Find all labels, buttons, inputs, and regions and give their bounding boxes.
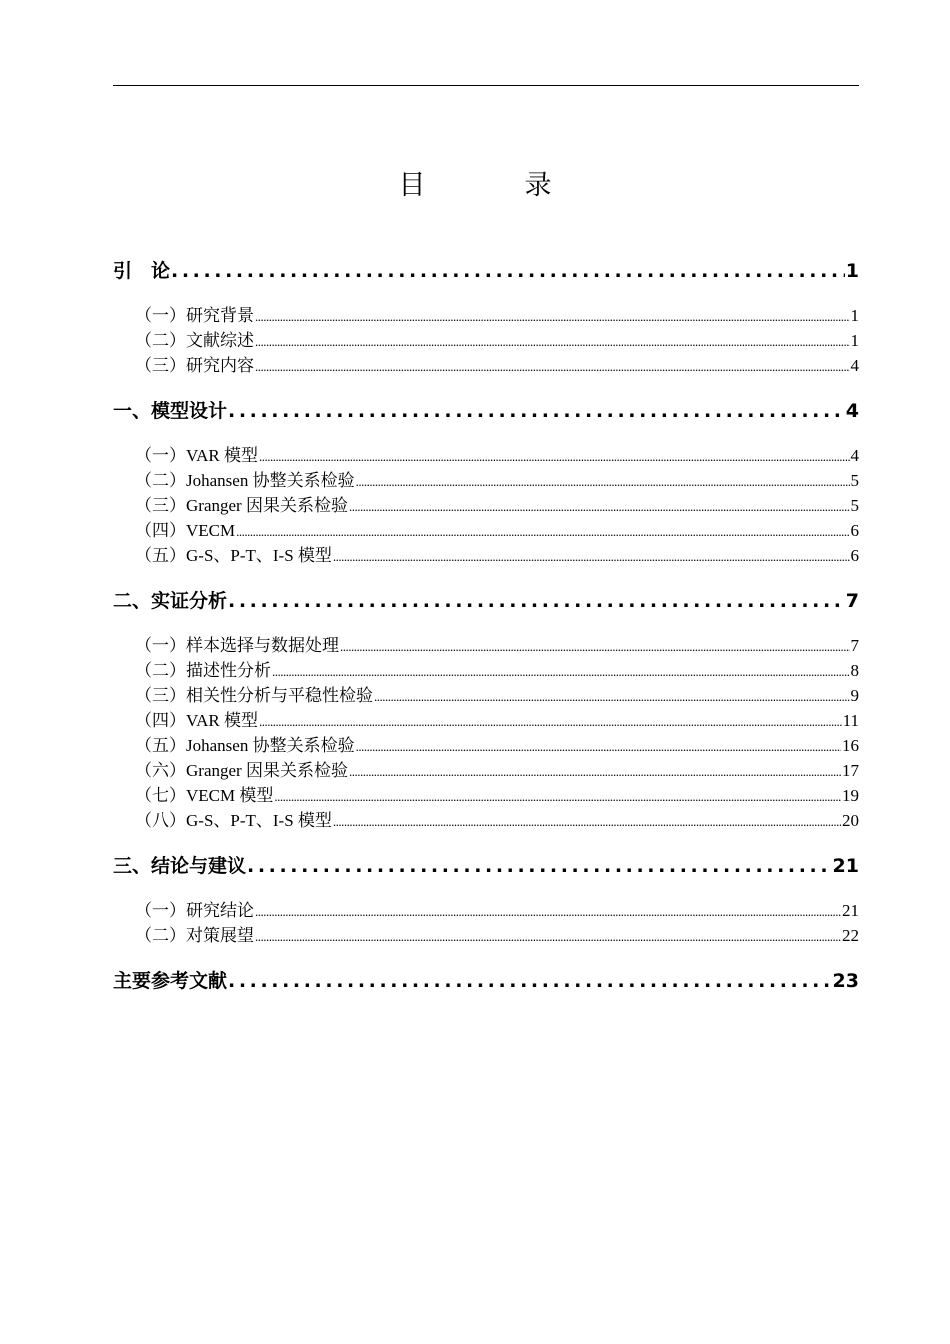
toc-section-entry[interactable] bbox=[113, 353, 859, 378]
dot-leader bbox=[272, 659, 850, 684]
toc-section-label: （八）G-S、P-T、I-S 模型 bbox=[135, 811, 332, 830]
toc-section-entry[interactable] bbox=[113, 808, 859, 833]
dot-leader bbox=[356, 734, 841, 759]
toc-section-entry[interactable] bbox=[113, 328, 859, 353]
toc-section-label: （五）Johansen 协整关系检验 bbox=[135, 736, 355, 755]
dot-leader bbox=[236, 519, 849, 544]
table-of-contents bbox=[113, 256, 859, 996]
page-title: 目 录 bbox=[398, 170, 588, 201]
dot-leader bbox=[171, 256, 845, 286]
dot-leader bbox=[259, 709, 842, 734]
toc-section-page-number: 4 bbox=[850, 356, 859, 375]
toc-section-page-number: 1 bbox=[850, 331, 859, 350]
toc-section-entry[interactable] bbox=[113, 633, 859, 658]
toc-section-label: （二）Johansen 协整关系检验 bbox=[135, 471, 355, 490]
toc-section-label: （四）VAR 模型 bbox=[135, 711, 258, 730]
toc-section-page-number: 6 bbox=[850, 521, 859, 540]
toc-chapter-page-number: 7 bbox=[845, 590, 859, 612]
dot-leader bbox=[228, 966, 832, 996]
toc-section-entry[interactable] bbox=[113, 733, 859, 758]
dot-leader bbox=[374, 684, 850, 709]
toc-section-label: （三）Granger 因果关系检验 bbox=[135, 496, 348, 515]
toc-section-entry[interactable] bbox=[113, 923, 859, 948]
dot-leader bbox=[228, 586, 845, 616]
toc-section-entry[interactable] bbox=[113, 303, 859, 328]
dot-leader bbox=[247, 851, 832, 881]
toc-section-page-number: 11 bbox=[842, 711, 859, 730]
toc-chapter-label: 主要参考文献 bbox=[113, 970, 228, 992]
toc-section-label: （七）VECM 模型 bbox=[135, 786, 274, 805]
toc-section-label: （一）研究背景 bbox=[135, 306, 254, 325]
dot-leader bbox=[255, 304, 850, 329]
dot-leader bbox=[255, 899, 841, 924]
toc-section-page-number: 8 bbox=[850, 661, 859, 680]
toc-section-label: （五）G-S、P-T、I-S 模型 bbox=[135, 546, 332, 565]
toc-section-label: （一）样本选择与数据处理 bbox=[135, 636, 339, 655]
toc-section-page-number: 5 bbox=[850, 496, 859, 515]
toc-section-page-number: 9 bbox=[850, 686, 859, 705]
toc-chapter-page-number: 4 bbox=[845, 400, 859, 422]
toc-chapter-label: 三、结论与建议 bbox=[113, 855, 247, 877]
toc-section-page-number: 6 bbox=[850, 546, 859, 565]
toc-chapter-entry[interactable] bbox=[113, 851, 859, 881]
dot-leader bbox=[255, 354, 850, 379]
dot-leader bbox=[349, 494, 850, 519]
toc-chapter-page-number: 23 bbox=[832, 970, 859, 992]
toc-section-label: （二）描述性分析 bbox=[135, 661, 271, 680]
toc-chapter-entry[interactable] bbox=[113, 586, 859, 616]
toc-section-label: （三）研究内容 bbox=[135, 356, 254, 375]
toc-section-page-number: 5 bbox=[850, 471, 859, 490]
toc-section-entry[interactable] bbox=[113, 543, 859, 568]
toc-section-label: （六）Granger 因果关系检验 bbox=[135, 761, 348, 780]
toc-section-label: （二）文献综述 bbox=[135, 331, 254, 350]
toc-chapter-label: 二、实证分析 bbox=[113, 590, 228, 612]
toc-section-label: （二）对策展望 bbox=[135, 926, 254, 945]
toc-chapter-page-number: 21 bbox=[832, 855, 859, 877]
toc-section-entry[interactable] bbox=[113, 493, 859, 518]
dot-leader bbox=[349, 759, 841, 784]
toc-chapter-label: 引 论 bbox=[113, 260, 171, 282]
dot-leader bbox=[259, 444, 850, 469]
toc-section-entry[interactable] bbox=[113, 658, 859, 683]
toc-section-page-number: 17 bbox=[842, 761, 859, 780]
dot-leader bbox=[274, 784, 841, 809]
toc-section-page-number: 22 bbox=[842, 926, 859, 945]
toc-section-entry[interactable] bbox=[113, 443, 859, 468]
dot-leader bbox=[228, 396, 845, 426]
toc-section-label: （一）VAR 模型 bbox=[135, 446, 258, 465]
header-rule bbox=[113, 85, 859, 86]
toc-section-page-number: 19 bbox=[842, 786, 859, 805]
dot-leader bbox=[356, 469, 850, 494]
toc-section-entry[interactable] bbox=[113, 758, 859, 783]
toc-section-entry[interactable] bbox=[113, 783, 859, 808]
toc-section-entry[interactable] bbox=[113, 898, 859, 923]
toc-chapter-entry[interactable] bbox=[113, 966, 859, 996]
toc-chapter-label: 一、模型设计 bbox=[113, 400, 228, 422]
toc-section-page-number: 21 bbox=[842, 901, 859, 920]
toc-section-page-number: 1 bbox=[850, 306, 859, 325]
toc-chapter-page-number: 1 bbox=[845, 260, 859, 282]
toc-chapter-entry[interactable] bbox=[113, 256, 859, 286]
dot-leader bbox=[340, 634, 850, 659]
dot-leader bbox=[333, 809, 841, 834]
toc-section-page-number: 7 bbox=[850, 636, 859, 655]
toc-chapter-entry[interactable] bbox=[113, 396, 859, 426]
toc-section-entry[interactable] bbox=[113, 468, 859, 493]
toc-section-label: （三）相关性分析与平稳性检验 bbox=[135, 686, 373, 705]
toc-section-entry[interactable] bbox=[113, 683, 859, 708]
dot-leader bbox=[333, 544, 850, 569]
toc-section-entry[interactable] bbox=[113, 708, 859, 733]
toc-section-label: （一）研究结论 bbox=[135, 901, 254, 920]
toc-section-label: （四）VECM bbox=[135, 521, 236, 540]
toc-section-page-number: 16 bbox=[842, 736, 859, 755]
toc-section-entry[interactable] bbox=[113, 518, 859, 543]
dot-leader bbox=[255, 924, 841, 949]
toc-section-page-number: 20 bbox=[842, 811, 859, 830]
dot-leader bbox=[255, 329, 850, 354]
toc-section-page-number: 4 bbox=[850, 446, 859, 465]
